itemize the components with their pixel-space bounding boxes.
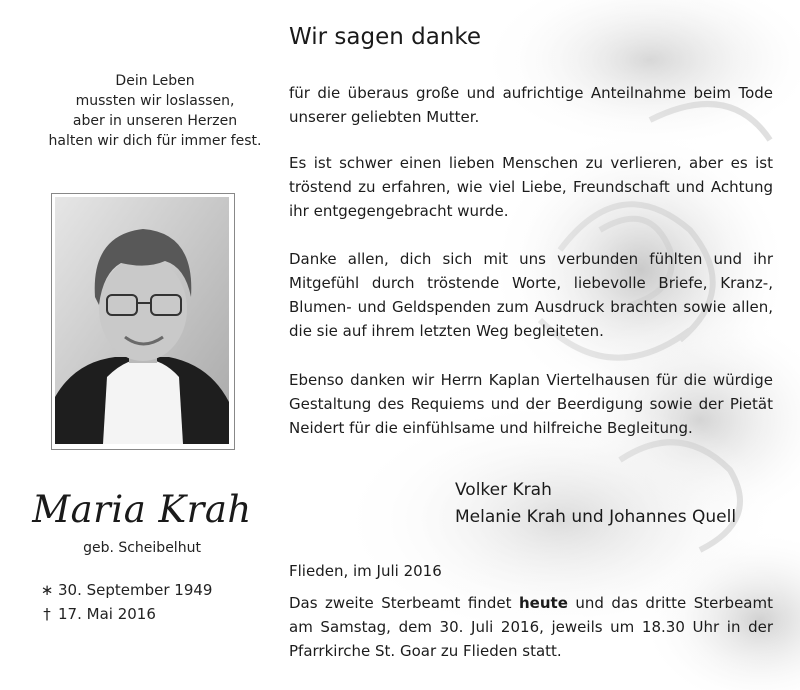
birth-row	[36, 578, 276, 602]
notice-text: und das dritte Sterbeamt am Samstag, dem 30. Juli 2016, jeweils um 18.30 Uhr in der Pfarrkirche St. Goar zu Flieden statt.	[289, 594, 773, 660]
memorial-poem	[0, 71, 310, 151]
birth-name: geb. Scheibelhut	[83, 540, 201, 556]
headline: Wir sagen danke	[289, 24, 482, 50]
cross-icon: †	[43, 605, 51, 623]
thanks-paragraph: Es ist schwer einen lieben Menschen zu verlieren, aber es ist tröstend zu erfahren, wie viel Liebe, Freundschaft und Achtung ihr entgegengebracht wurde.	[289, 154, 773, 220]
life-dates	[36, 578, 276, 626]
thanks-paragraph: für die überaus große und aufrichtige Anteilnahme beim Tode unserer geliebten Mutter.	[289, 84, 773, 126]
birth-symbol-icon: ∗	[40, 581, 54, 599]
birth-date: 30. September 1949	[58, 581, 213, 599]
poem-line: halten wir dich für immer fest.	[48, 133, 262, 149]
death-date: 17. Mai 2016	[58, 605, 156, 623]
death-row	[36, 602, 276, 626]
signatories	[455, 477, 736, 531]
signatory: Melanie Krah und Johannes Quell	[455, 507, 737, 527]
notice-text: Das zweite Sterbeamt findet	[289, 594, 519, 612]
portrait-image	[55, 197, 229, 444]
notice-highlight: heute	[519, 594, 568, 612]
thanks-paragraph: Ebenso danken wir Herrn Kaplan Viertelhausen für die würdige Gestaltung des Requiems und der Beerdigung sowie der Pietät Neidert für die einfühlsame und hilfreiche Begleitung.	[289, 371, 773, 437]
poem-line: Dein Leben	[115, 73, 195, 89]
portrait-photo	[51, 193, 235, 450]
deceased-name: Maria Krah	[32, 488, 252, 531]
signatory: Volker Krah	[455, 480, 552, 500]
thanks-paragraph: Danke allen, dich sich mit uns verbunden fühlten und ihr Mitgefühl durch tröstende Worte, liebevolle Briefe, Kranz-, Blumen- und Geldspenden zum Ausdruck brachten sowie allen, die sie auf ihrem letzten Weg begleiteten.	[289, 250, 773, 340]
place-date: Flieden, im Juli 2016	[289, 562, 442, 580]
poem-line: mussten wir loslassen,	[75, 93, 235, 109]
requiem-notice	[289, 591, 773, 663]
poem-line: aber in unseren Herzen	[72, 113, 238, 129]
